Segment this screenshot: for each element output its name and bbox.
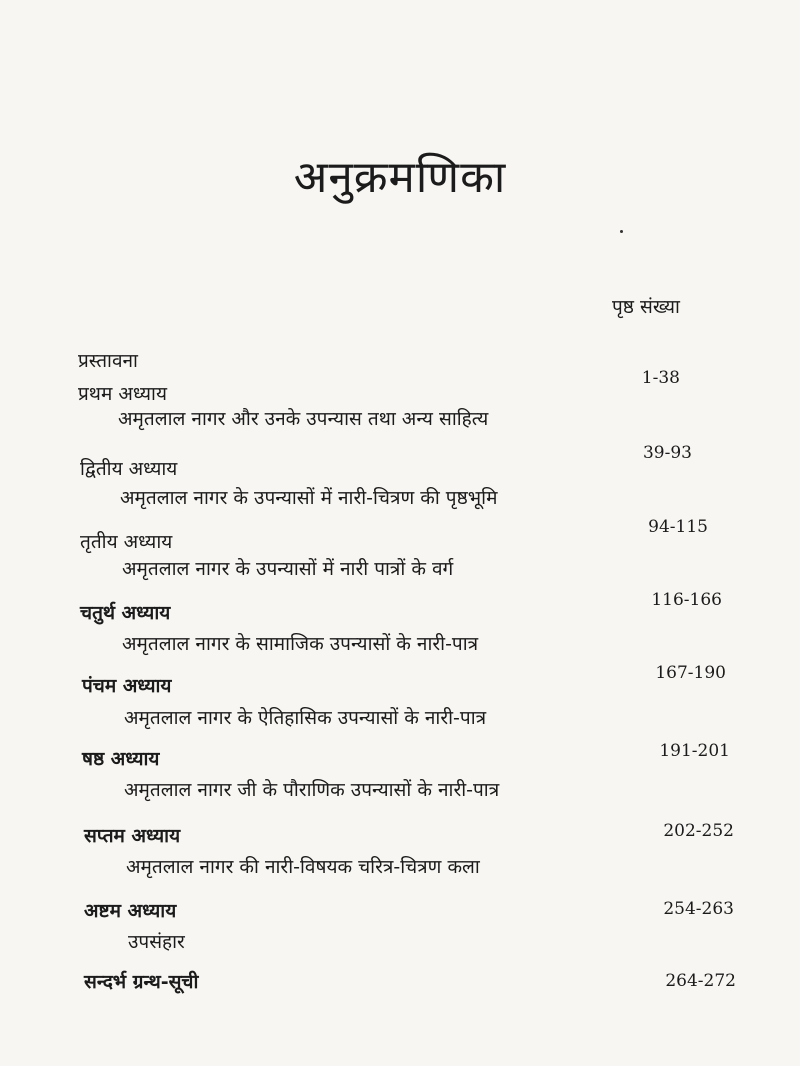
toc-entry-heading: अष्टम अध्याय xyxy=(84,900,177,922)
toc-entry-pages: 167-190 xyxy=(655,663,726,683)
print-speck xyxy=(620,230,623,233)
page-number-column-header: पृष्ठ संख्या xyxy=(612,296,680,318)
toc-entry-heading: द्वितीय अध्याय xyxy=(80,458,178,480)
toc-entry-pages: 94-115 xyxy=(648,517,708,537)
toc-entry-pages: 39-93 xyxy=(642,443,692,463)
toc-entry-heading: सप्तम अध्याय xyxy=(84,825,181,847)
toc-entry-heading: चतुर्थ अध्याय xyxy=(80,602,171,624)
toc-entry-subtitle: उपसंहार xyxy=(128,931,185,953)
toc-entry-pages: 254-263 xyxy=(663,899,734,919)
toc-entry-pages: 116-166 xyxy=(651,590,722,610)
toc-entry-pages: 202-252 xyxy=(663,821,734,841)
toc-entry-heading: षष्ठ अध्याय xyxy=(82,748,160,770)
toc-entry-pages: 1-38 xyxy=(641,368,680,388)
toc-entry-heading: प्रथम अध्याय xyxy=(78,383,167,405)
toc-entry-heading: तृतीय अध्याय xyxy=(80,531,173,553)
toc-entry-heading: पंचम अध्याय xyxy=(82,675,172,697)
page-title: अनुक्रमणिका xyxy=(293,152,507,203)
toc-entry-pages: 191-201 xyxy=(659,741,730,761)
toc-entry-subtitle: अमृतलाल नागर जी के पौराणिक उपन्यासों के नारी-पात्र xyxy=(124,779,500,801)
toc-entry-subtitle: अमृतलाल नागर के सामाजिक उपन्यासों के नारी-पात्र xyxy=(122,633,479,655)
toc-entry-subtitle: अमृतलाल नागर के उपन्यासों में नारी पात्रों के वर्ग xyxy=(122,558,454,580)
toc-entry-subtitle: अमृतलाल नागर और उनके उपन्यास तथा अन्य साहित्य xyxy=(118,408,489,430)
toc-entry-subtitle: अमृतलाल नागर के ऐतिहासिक उपन्यासों के नारी-पात्र xyxy=(124,707,487,729)
toc-entry-subtitle: अमृतलाल नागर की नारी-विषयक चरित्र-चित्रण कला xyxy=(126,856,480,878)
toc-entry-subtitle: अमृतलाल नागर के उपन्यासों में नारी-चित्रण की पृष्ठभूमि xyxy=(120,487,498,509)
toc-entry-pages: 264-272 xyxy=(665,971,736,991)
toc-entry-heading: सन्दर्भ ग्रन्थ-सूची xyxy=(84,971,199,993)
toc-entry-heading: प्रस्तावना xyxy=(78,350,138,372)
